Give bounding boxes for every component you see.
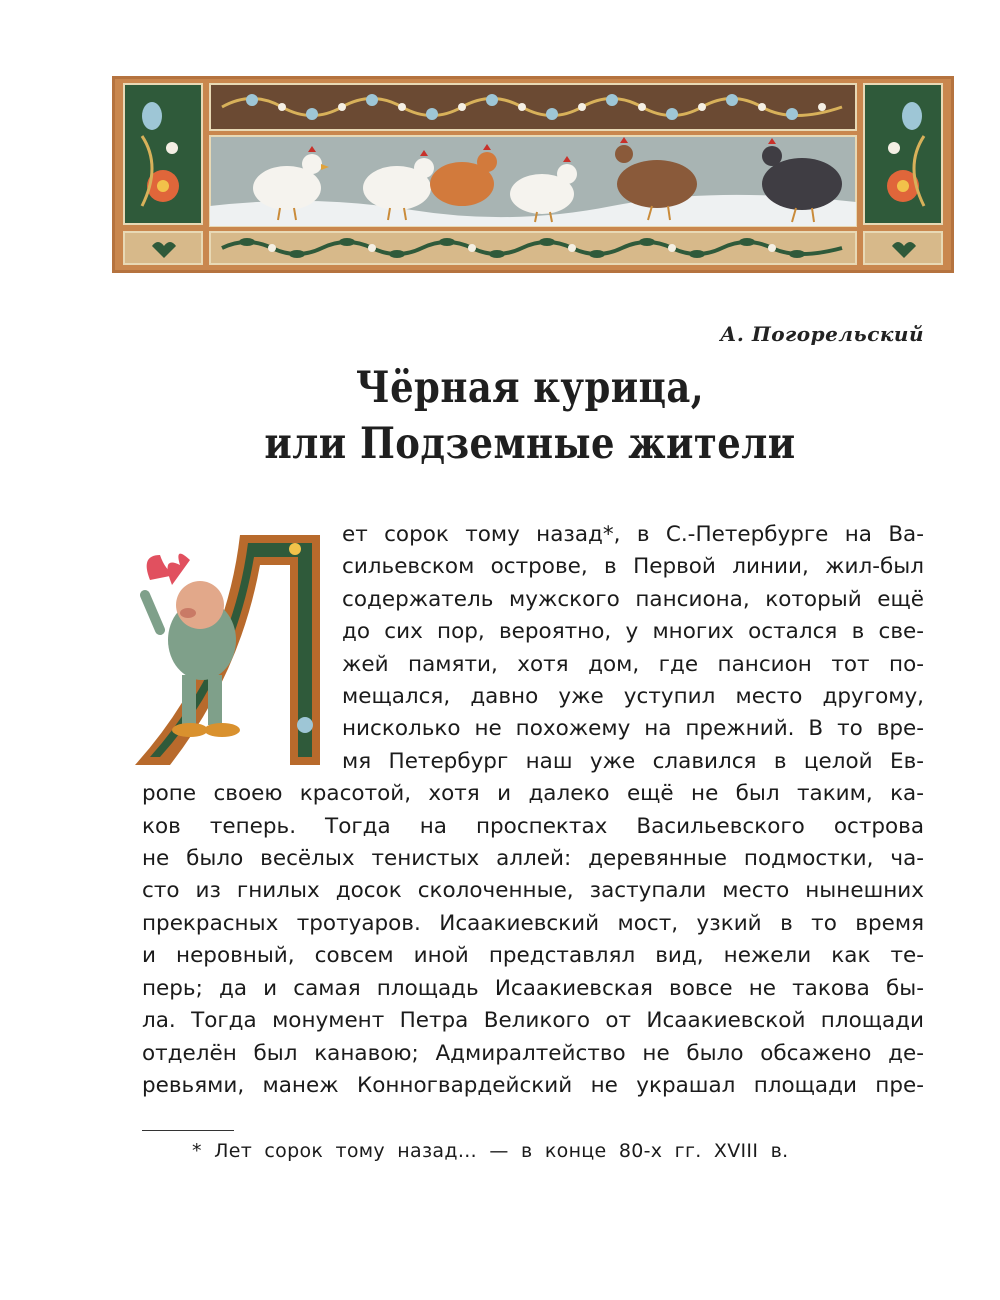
- body-line: сто из гнилых досок сколоченные, заступали место нынешних: [142, 878, 924, 904]
- body-line: и неровный, совсем иной представлял вид, нежели как те-: [142, 943, 924, 969]
- body-line: содержатель мужского пансиона, который ещё: [342, 586, 924, 612]
- body-line: не было весёлых тенистых аллей: деревянные подмостки, ча-: [142, 846, 924, 872]
- author-name: А. Погорельский: [720, 322, 924, 346]
- body-line: сильевском острове, в Первой линии, жил-был: [342, 554, 924, 580]
- body-line: прекрасных тротуаров. Исаакиевский мост, узкий в то время: [142, 910, 924, 936]
- body-line: ков теперь. Тогда на проспектах Васильевского острова: [142, 813, 924, 839]
- story-title: [130, 360, 930, 472]
- body-line: ет сорок тому назад*, в С.-Петербурге на Ва-: [342, 522, 924, 547]
- body-line: жей памяти, хотя дом, где пансион тот по-: [342, 651, 924, 677]
- body-line: мя Петербург наш уже славился в целой Ев-: [342, 748, 924, 774]
- body-line: ревьями, манеж Конногвардейский не украшал площади пре-: [142, 1072, 924, 1098]
- body-line: до сих пор, вероятно, у многих остался в све-: [342, 619, 924, 645]
- body-line: отделён был канавою; Адмиралтейство не было обсажено де-: [142, 1040, 924, 1066]
- body-line: ла. Тогда монумент Петра Великого от Исаакиевской площади: [142, 1008, 924, 1034]
- body-line: ропе своею красотой, хотя и далеко ещё не был таким, ка-: [142, 781, 924, 807]
- story-body-text: [142, 519, 924, 1102]
- body-line: мещался, давно уже уступил место другому,: [342, 684, 924, 710]
- footnote-divider: [142, 1130, 234, 1131]
- body-line: нисколько не похожему на прежний. В то вре-: [342, 716, 924, 742]
- body-line: перь; да и самая площадь Исаакиевская вовсе не такова бы-: [142, 975, 924, 1001]
- title-line-2: или Подземные жители: [264, 419, 796, 469]
- title-line-1: Чёрная курица,: [355, 363, 705, 413]
- footnote: * Лет сорок тому назад… — в конце 80-х гг. XVIII в.: [192, 1140, 789, 1162]
- illustrated-header-banner: [112, 76, 954, 273]
